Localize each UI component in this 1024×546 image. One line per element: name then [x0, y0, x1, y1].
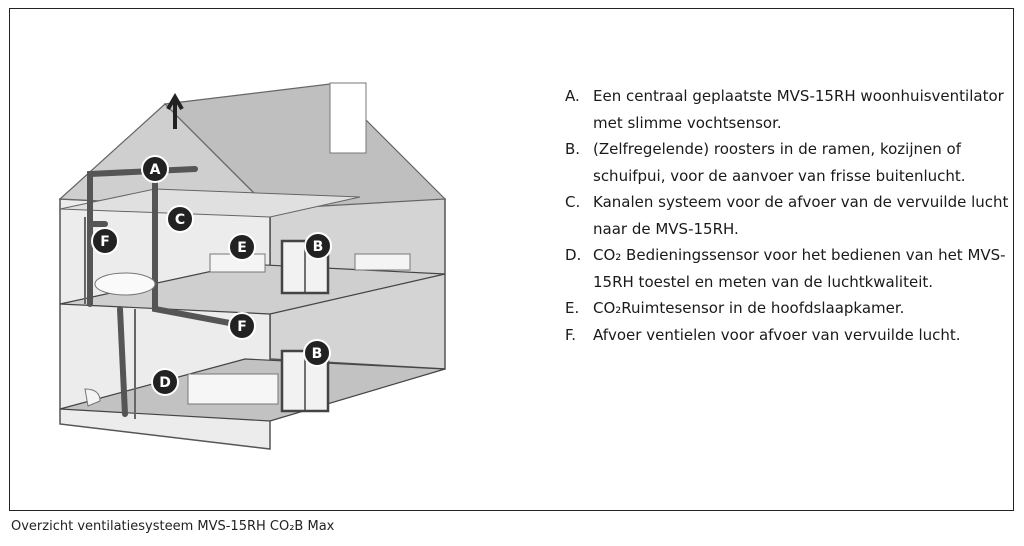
- legend-item-c: [565, 189, 1015, 242]
- svg-text:A: A: [149, 162, 161, 178]
- marker-c: [167, 206, 193, 232]
- house-illustration: [30, 69, 480, 469]
- legend-key: B.: [565, 140, 581, 158]
- svg-text:B: B: [312, 239, 324, 255]
- bathtub: [95, 273, 155, 295]
- legend-text: Afvoer ventielen voor afvoer van vervuilde lucht.: [593, 325, 961, 344]
- svg-text:F: F: [237, 319, 247, 335]
- legend-key: C.: [565, 193, 581, 211]
- svg-text:B: B: [311, 346, 323, 362]
- legend-list: [565, 83, 1015, 348]
- legend-key: A.: [565, 87, 580, 105]
- chimney: [330, 83, 366, 153]
- svg-text:E: E: [237, 240, 247, 256]
- marker-f-upper: [92, 228, 118, 254]
- bed-second: [355, 254, 410, 270]
- legend-item-a: [565, 83, 1015, 136]
- legend-text: CO₂Ruimtesensor in de hoofdslaapkamer.: [593, 299, 905, 317]
- legend-key: F.: [565, 325, 576, 344]
- marker-e: [229, 234, 255, 260]
- legend-text: Kanalen systeem voor de afvoer van de vervuilde lucht naar de MVS-15RH.: [593, 193, 1009, 238]
- legend-item-e: [565, 295, 1015, 322]
- legend-text: Een centraal geplaatste MVS-15RH woonhuisventilator met slimme vochtsensor.: [593, 87, 1004, 132]
- legend-key: E.: [565, 299, 580, 317]
- svg-text:F: F: [100, 234, 110, 250]
- marker-d: [152, 369, 178, 395]
- legend-key: D.: [565, 246, 582, 264]
- figure-caption: Overzicht ventilatiesysteem MVS-15RH CO₂B Max: [11, 519, 335, 534]
- legend-text: CO₂ Bedieningssensor voor het bedienen van het MVS-15RH toestel en meten van de luchtkwaliteit.: [593, 246, 1006, 291]
- legend-text: (Zelfregelende) roosters in de ramen, kozijnen of schuifpui, voor de aanvoer van frisse buitenlucht.: [593, 140, 966, 185]
- svg-text:D: D: [159, 375, 171, 391]
- svg-text:C: C: [174, 212, 186, 228]
- marker-b-lower: [304, 340, 330, 366]
- diagram-frame: [9, 8, 1014, 511]
- legend-item-b: [565, 136, 1015, 189]
- legend-item-d: [565, 242, 1015, 295]
- marker-f-mid: [229, 313, 255, 339]
- legend-item-f: [565, 322, 1015, 349]
- marker-a: [142, 156, 168, 182]
- marker-b-upper: [305, 233, 331, 259]
- kitchen-counter: [188, 374, 278, 404]
